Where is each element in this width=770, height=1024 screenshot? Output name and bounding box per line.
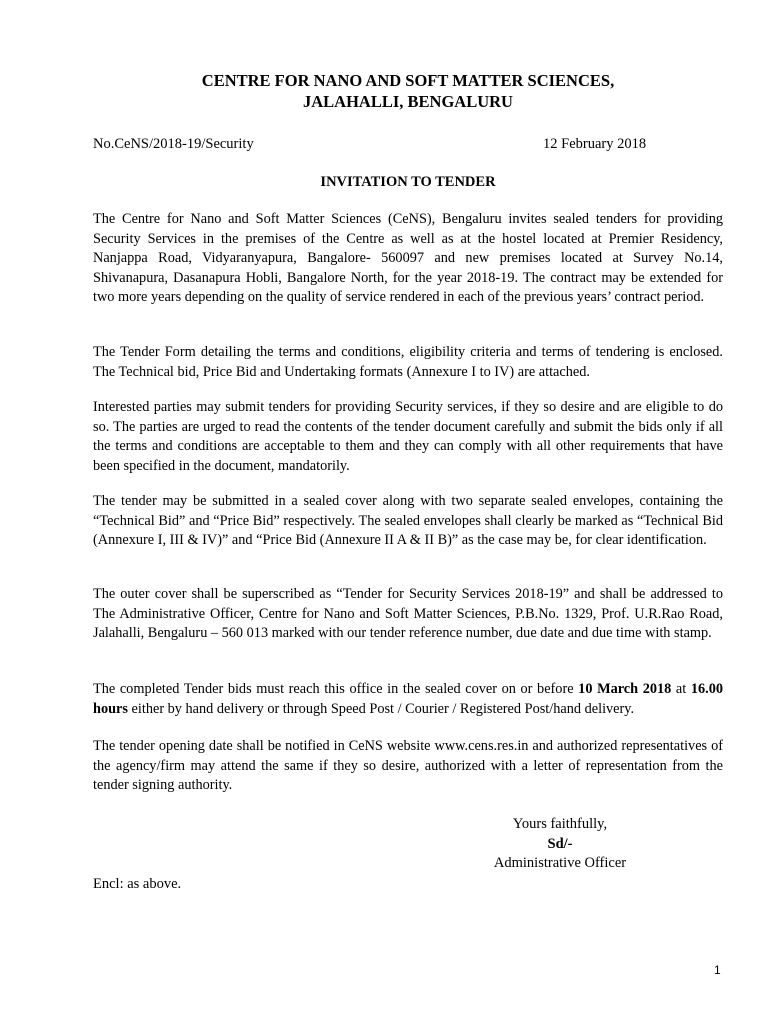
- reference-number: No.CeNS/2018-19/Security: [93, 136, 254, 152]
- paragraph-6-text-2: at: [671, 681, 691, 697]
- title-line-1: CENTRE FOR NANO AND SOFT MATTER SCIENCES,: [201, 71, 615, 90]
- enclosure-note: Encl: as above.: [93, 876, 182, 892]
- signature-mark: Sd/-: [547, 835, 573, 852]
- paragraph-6-text-3: either by hand delivery or through Speed Post / Courier / Registered Post/hand delivery.: [127, 700, 635, 717]
- due-date: 10 March 2018: [578, 681, 672, 697]
- paragraph-4: The tender may be submitted in a sealed cover along with two separate sealed envelopes, containing the “Technical Bid” and “Price Bid” respectively. The sealed envelopes shall clearly be marked as “Technical Bid (Annexure I, III & IV)” and “Price Bid (Annexure II A & II B)” as the case may be, for clear identification.: [93, 493, 723, 548]
- closing-salutation: Yours faithfully,: [512, 816, 608, 832]
- paragraph-1: The Centre for Nano and Soft Matter Sciences (CeNS), Bengaluru invites sealed tenders for providing Security Services in the premises of the Centre as well as at the hostel located at Premier Residency, Nanjappa Road, Vidyaranyapura, Bangalore- 560097 and new premises located at Survey No.14, Shivanapura, Dasanapura Hobli, Bangalore North, for the year 2018-19. The contract may be extended for two more years depending on the quality of service rendered in each of the previous years’ contract period.: [93, 211, 723, 305]
- due-time: 16.00 hours: [93, 681, 724, 717]
- document-date: 12 February 2018: [543, 136, 647, 152]
- signatory-title: Administrative Officer: [493, 855, 627, 871]
- document-title: [93, 70, 723, 112]
- paragraph-5: The outer cover shall be superscribed as “Tender for Security Services 2018-19” and shall be addressed to The Administrative Officer, Centre for Nano and Soft Matter Sciences, P.B.No. 1329, Prof. U.R.Rao Road, Jalahalli, Bengaluru – 560 013 marked with our tender reference number, due date and due time with stamp.: [93, 586, 723, 641]
- title-line-2: JALAHALLI, BENGALURU: [303, 92, 513, 111]
- signature-block: [470, 815, 650, 874]
- paragraph-2: The Tender Form detailing the terms and conditions, eligibility criteria and terms of tendering is enclosed. The Technical bid, Price Bid and Undertaking formats (Annexure I to IV) are attached.: [93, 344, 723, 380]
- paragraph-3: Interested parties may submit tenders for providing Security services, if they so desire and are eligible to do so. The parties are urged to read the contents of the tender document carefully and submit the bids only if all the terms and conditions are acceptable to them and they can comply with all other requirements that have been specified in the document, mandatorily.: [93, 399, 723, 474]
- document-heading: INVITATION TO TENDER: [320, 174, 496, 190]
- paragraph-6: [93, 680, 723, 719]
- paragraph-6-text-1: The completed Tender bids must reach this office in the sealed cover on or before: [93, 681, 579, 697]
- page-number: 1: [714, 963, 721, 977]
- paragraph-7: The tender opening date shall be notified in CeNS website www.cens.res.in and authorized representatives of the agency/firm may attend the same if they so desire, authorized with a letter of representation from the tender signing authority.: [93, 738, 723, 793]
